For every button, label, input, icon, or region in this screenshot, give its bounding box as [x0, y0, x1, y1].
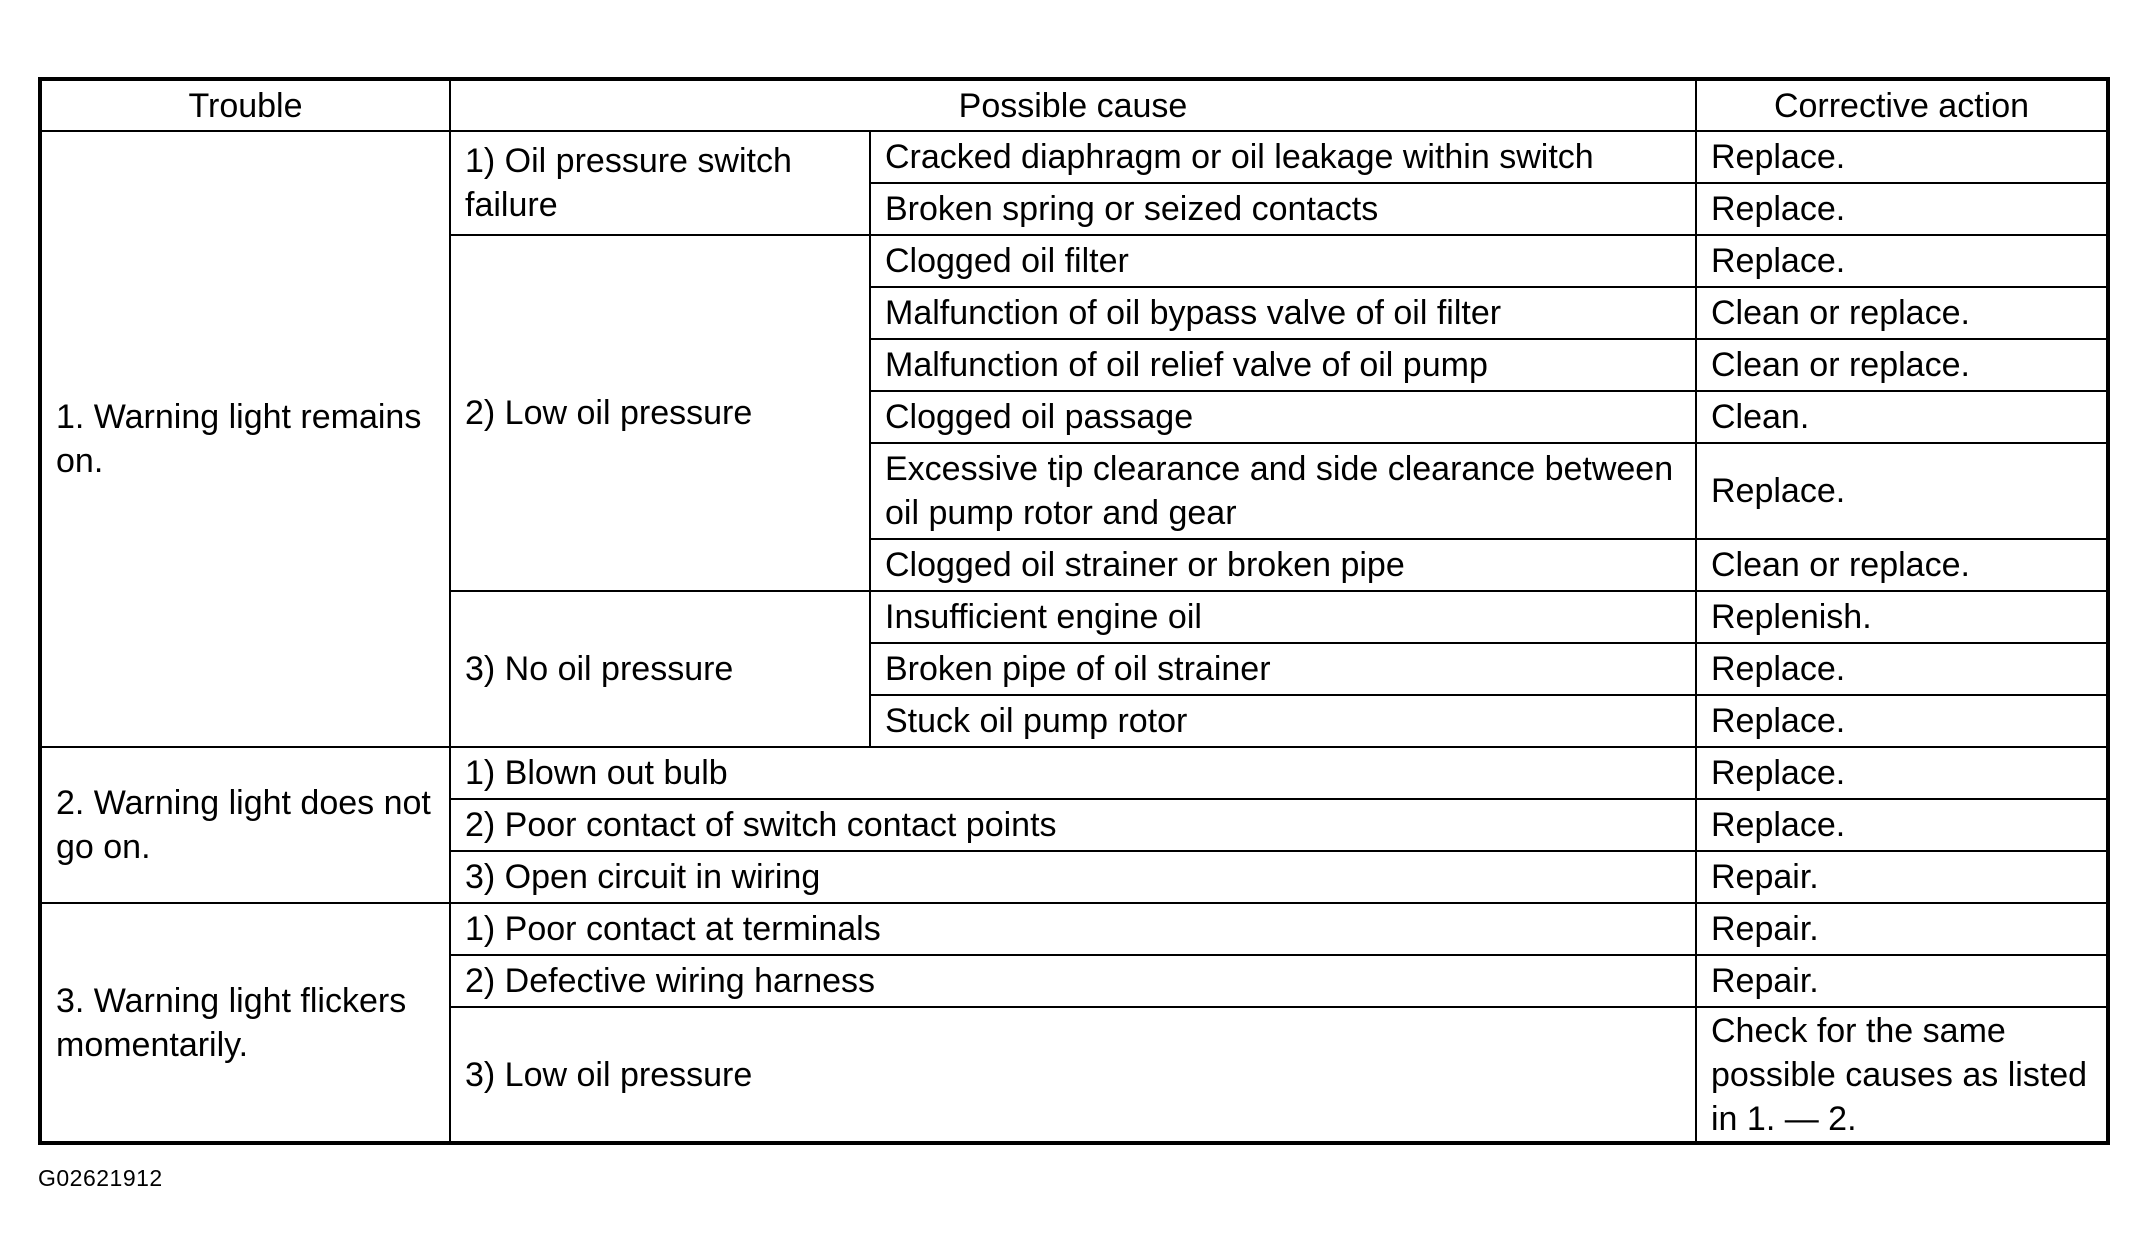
- detail-cell: Broken spring or seized contacts: [870, 183, 1696, 235]
- action-cell: Repair.: [1696, 851, 2108, 903]
- action-cell: Clean or replace.: [1696, 339, 2108, 391]
- detail-cell: Cracked diaphragm or oil leakage within switch: [870, 131, 1696, 183]
- header-possible-cause: Possible cause: [450, 79, 1696, 131]
- action-cell: Clean.: [1696, 391, 2108, 443]
- figure-code: G02621912: [38, 1165, 163, 1191]
- cause-cell: 1) Oil pressure switch failure: [450, 131, 870, 235]
- detail-cell: Malfunction of oil bypass valve of oil filter: [870, 287, 1696, 339]
- header-corrective-action: Corrective action: [1696, 79, 2108, 131]
- detail-cell: Broken pipe of oil strainer: [870, 643, 1696, 695]
- action-cell: Check for the same possible causes as listed in 1. — 2.: [1696, 1007, 2108, 1143]
- cause-cell: 1) Poor contact at terminals: [450, 903, 1696, 955]
- action-cell: Replace.: [1696, 695, 2108, 747]
- action-cell: Replace.: [1696, 443, 2108, 539]
- cause-cell: 3) Low oil pressure: [450, 1007, 1696, 1143]
- detail-cell: Malfunction of oil relief valve of oil pump: [870, 339, 1696, 391]
- action-cell: Replace.: [1696, 131, 2108, 183]
- cause-cell: 3) No oil pressure: [450, 591, 870, 747]
- action-cell: Repair.: [1696, 903, 2108, 955]
- detail-cell: Clogged oil filter: [870, 235, 1696, 287]
- detail-cell: Insufficient engine oil: [870, 591, 1696, 643]
- detail-cell: Clogged oil strainer or broken pipe: [870, 539, 1696, 591]
- troubleshooting-table: [38, 77, 2110, 1145]
- action-cell: Replace.: [1696, 643, 2108, 695]
- action-cell: Replenish.: [1696, 591, 2108, 643]
- action-cell: Replace.: [1696, 235, 2108, 287]
- action-cell: Clean or replace.: [1696, 287, 2108, 339]
- table-row: [40, 747, 2108, 799]
- action-cell: Replace.: [1696, 799, 2108, 851]
- cause-cell: 1) Blown out bulb: [450, 747, 1696, 799]
- action-cell: Replace.: [1696, 183, 2108, 235]
- cause-cell: 2) Low oil pressure: [450, 235, 870, 591]
- table-row: [40, 131, 2108, 183]
- action-cell: Clean or replace.: [1696, 539, 2108, 591]
- cause-cell: 2) Defective wiring harness: [450, 955, 1696, 1007]
- trouble-cell: 3. Warning light flickers momentarily.: [40, 903, 450, 1143]
- action-cell: Replace.: [1696, 747, 2108, 799]
- table-row: [40, 903, 2108, 955]
- detail-cell: Clogged oil passage: [870, 391, 1696, 443]
- action-cell: Repair.: [1696, 955, 2108, 1007]
- header-row: [40, 79, 2108, 131]
- detail-cell: Excessive tip clearance and side clearance between oil pump rotor and gear: [870, 443, 1696, 539]
- trouble-cell: 1. Warning light remains on.: [40, 131, 450, 747]
- trouble-cell: 2. Warning light does not go on.: [40, 747, 450, 903]
- detail-cell: Stuck oil pump rotor: [870, 695, 1696, 747]
- header-trouble: Trouble: [40, 79, 450, 131]
- cause-cell: 3) Open circuit in wiring: [450, 851, 1696, 903]
- cause-cell: 2) Poor contact of switch contact points: [450, 799, 1696, 851]
